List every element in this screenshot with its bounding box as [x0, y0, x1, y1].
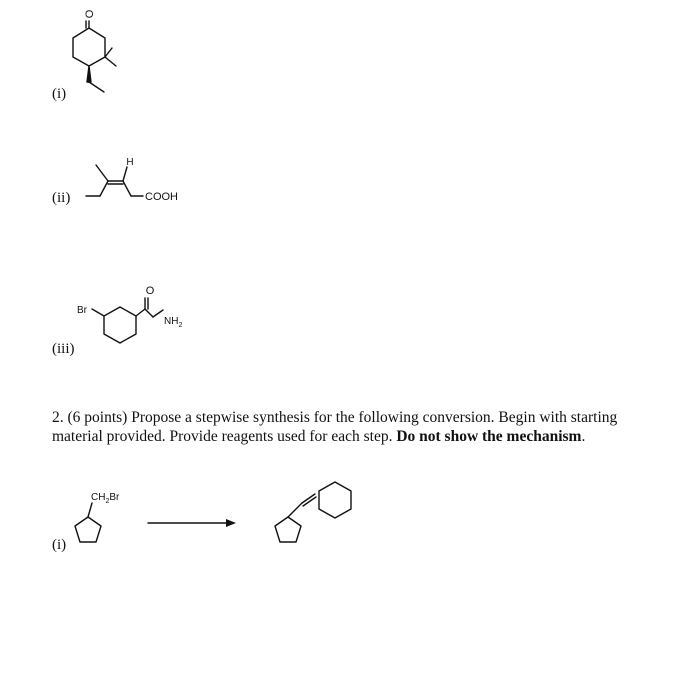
question-2: 2. (6 points) Propose a stepwise synthesis for the following conversion. Begin with starting material provided. Provide reagents used for each step. Do not show the mechanism. — [52, 409, 618, 445]
question-bold: Do not show the mechanism — [396, 428, 582, 445]
question-number: 2. — [52, 409, 64, 426]
reagent-ch2br: $CH_2Br$ — [91, 492, 120, 505]
molecule-iii — [92, 298, 163, 343]
reaction-arrow — [148, 519, 236, 527]
part2-label-i: (i) — [52, 537, 67, 553]
molecule-product — [275, 482, 351, 542]
label-i: (i) — [52, 86, 67, 102]
molecule-i — [73, 21, 116, 92]
molecule-start — [75, 503, 101, 542]
atom-br: Br — [77, 305, 87, 316]
label-iii: (iii) — [52, 341, 75, 357]
atom-o-iii: O — [145, 285, 155, 297]
atom-h: H — [126, 157, 134, 168]
question-text: Propose a stepwise synthesis for the following conversion. Begin with starting material provided. Provide reagents used for each step. — [52, 409, 618, 445]
label-ii: (ii) — [52, 190, 71, 206]
atom-nh2: $NH_2$ — [164, 316, 183, 329]
molecule-ii — [86, 165, 143, 196]
question-points: (6 points) — [67, 409, 128, 426]
atom-o-i: O — [84, 9, 96, 19]
atom-cooh: COOH — [145, 191, 178, 203]
